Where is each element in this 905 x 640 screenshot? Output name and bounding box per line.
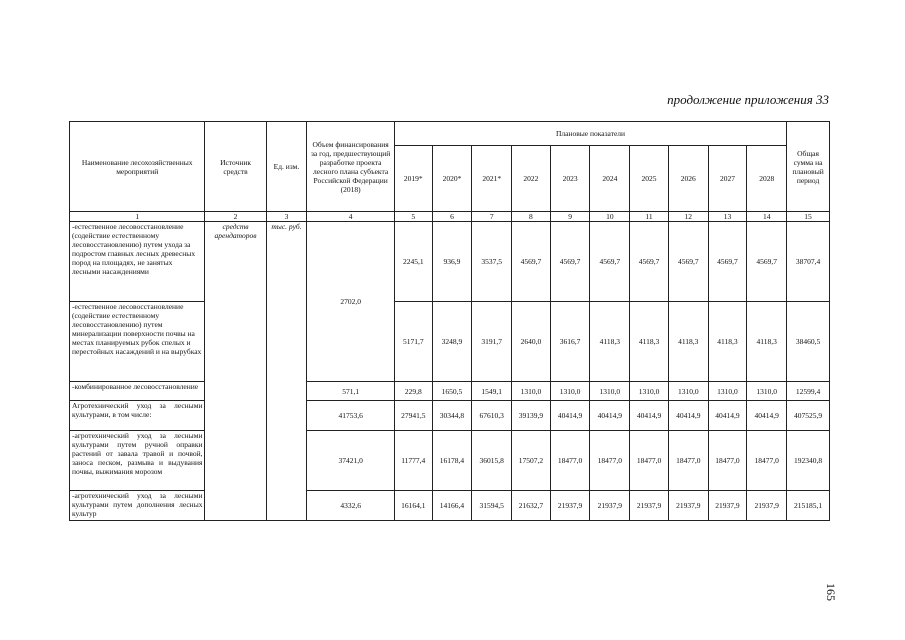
- value-cell: 4118,3: [630, 302, 669, 382]
- value-cell: 4569,7: [630, 222, 669, 302]
- value-cell: 4118,3: [708, 302, 747, 382]
- header-planned: Плановые показатели: [394, 122, 786, 146]
- value-cell: 4569,7: [668, 222, 708, 302]
- column-number: 1: [70, 212, 205, 222]
- value-cell: 11777,4: [394, 431, 432, 491]
- page-number: 165: [824, 583, 838, 601]
- value-cell: 40414,9: [550, 401, 590, 431]
- value-cell: 1310,0: [747, 382, 787, 401]
- volume-cell: 41753,6: [307, 401, 395, 431]
- header-year: 2020*: [432, 146, 472, 212]
- value-cell: 4569,7: [747, 222, 787, 302]
- document-caption: продолжение приложения 33: [667, 92, 829, 107]
- table-row: [70, 431, 830, 491]
- value-cell: 4118,3: [747, 302, 787, 382]
- header-total: Общая сумма на плановый период: [787, 122, 830, 212]
- header-source: Источник средств: [205, 122, 266, 212]
- header-year: 2024: [590, 146, 630, 212]
- value-cell: 18477,0: [708, 431, 747, 491]
- value-cell: 1310,0: [708, 382, 747, 401]
- volume-cell: 571,1: [307, 382, 395, 401]
- value-cell: 31594,5: [472, 491, 512, 521]
- activity-name: Агротехнический уход за лесными культурами, в том числе:: [70, 401, 205, 431]
- header-name: Наименование лесохозяйственных мероприятий: [70, 122, 205, 212]
- value-cell: 4569,7: [550, 222, 590, 302]
- value-cell: 40414,9: [747, 401, 787, 431]
- value-cell: 40414,9: [590, 401, 630, 431]
- volume-cell: 2702,0: [307, 222, 395, 382]
- financing-table: [69, 121, 830, 521]
- header-year: 2027: [708, 146, 747, 212]
- column-number: 3: [266, 212, 307, 222]
- value-cell: 40414,9: [708, 401, 747, 431]
- activity-name: -агротехнический уход за лесными культурами путем дополнения лесных культур: [70, 491, 205, 521]
- column-number: 6: [432, 212, 472, 222]
- activity-name: -естественное лесовосстановление (содействие естественному лесовосстановлению) путем ухода за подростом главных лесных древесных пород на площадях, не занятых лесными насаждениями: [70, 222, 205, 302]
- value-cell: 936,9: [432, 222, 472, 302]
- column-number: 12: [668, 212, 708, 222]
- value-cell: 2245,1: [394, 222, 432, 302]
- value-cell: 18477,0: [590, 431, 630, 491]
- value-cell: 1549,1: [472, 382, 512, 401]
- value-cell: 67610,3: [472, 401, 512, 431]
- value-cell: 1310,0: [668, 382, 708, 401]
- column-number: 4: [307, 212, 395, 222]
- header-year: 2025: [630, 146, 669, 212]
- value-cell: 4569,7: [590, 222, 630, 302]
- table-row: [70, 222, 830, 302]
- header-year: 2023: [550, 146, 590, 212]
- column-number: 14: [747, 212, 787, 222]
- column-number: 9: [550, 212, 590, 222]
- volume-cell: 4332,6: [307, 491, 395, 521]
- value-cell: 21937,9: [668, 491, 708, 521]
- column-number: 8: [512, 212, 551, 222]
- total-cell: 192340,8: [787, 431, 830, 491]
- total-cell: 12599,4: [787, 382, 830, 401]
- unit-cell: тыс. руб.: [266, 222, 307, 521]
- column-number: 13: [708, 212, 747, 222]
- source-cell: средств арендаторов: [205, 222, 266, 521]
- value-cell: 40414,9: [668, 401, 708, 431]
- column-number: 11: [630, 212, 669, 222]
- value-cell: 2640,0: [512, 302, 551, 382]
- value-cell: 21632,7: [512, 491, 551, 521]
- header-year: 2026: [668, 146, 708, 212]
- total-cell: 407525,9: [787, 401, 830, 431]
- header-unit: Ед. изм.: [266, 122, 307, 212]
- column-number: 2: [205, 212, 266, 222]
- total-cell: 215185,1: [787, 491, 830, 521]
- value-cell: 1310,0: [590, 382, 630, 401]
- value-cell: 21937,9: [630, 491, 669, 521]
- value-cell: 4118,3: [590, 302, 630, 382]
- value-cell: 16164,1: [394, 491, 432, 521]
- value-cell: 4569,7: [512, 222, 551, 302]
- header-year: 2022: [512, 146, 551, 212]
- column-number: 7: [472, 212, 512, 222]
- column-number: 10: [590, 212, 630, 222]
- total-cell: 38460,5: [787, 302, 830, 382]
- value-cell: 17507,2: [512, 431, 551, 491]
- total-cell: 38707,4: [787, 222, 830, 302]
- value-cell: 1310,0: [630, 382, 669, 401]
- value-cell: 18477,0: [630, 431, 669, 491]
- value-cell: 21937,9: [550, 491, 590, 521]
- value-cell: 39139,9: [512, 401, 551, 431]
- value-cell: 3616,7: [550, 302, 590, 382]
- value-cell: 5171,7: [394, 302, 432, 382]
- header-year: 2019*: [394, 146, 432, 212]
- value-cell: 3537,5: [472, 222, 512, 302]
- header-year: 2021*: [472, 146, 512, 212]
- value-cell: 4118,3: [668, 302, 708, 382]
- header-volume: Объем финансирования за год, предшествующий разработке проекта лесного плана субъекта Российской Федерации (2018): [307, 122, 395, 212]
- value-cell: 21937,9: [590, 491, 630, 521]
- value-cell: 1310,0: [512, 382, 551, 401]
- value-cell: 18477,0: [668, 431, 708, 491]
- activity-name: -агротехнический уход за лесными культурами путем ручной оправки растений от завала травой и почвой, заноса песком, размыва и выдувания почвы, выжимания морозом: [70, 431, 205, 491]
- value-cell: 4569,7: [708, 222, 747, 302]
- activity-name: -комбинированное лесовосстановление: [70, 382, 205, 401]
- value-cell: 21937,9: [747, 491, 787, 521]
- value-cell: 18477,0: [747, 431, 787, 491]
- activity-name: -естественное лесовосстановление (содействие естественному лесовосстановлению) путем минерализации поверхности почвы на местах планируемых рубок спелых и перестойных насаждений и на вырубках: [70, 302, 205, 382]
- value-cell: 27941,5: [394, 401, 432, 431]
- table-row: [70, 382, 830, 401]
- value-cell: 1310,0: [550, 382, 590, 401]
- column-number: 15: [787, 212, 830, 222]
- value-cell: 18477,0: [550, 431, 590, 491]
- value-cell: 14166,4: [432, 491, 472, 521]
- table-row: [70, 302, 830, 382]
- value-cell: 30344,8: [432, 401, 472, 431]
- value-cell: 16178,4: [432, 431, 472, 491]
- volume-cell: 37421,0: [307, 431, 395, 491]
- value-cell: 3248,9: [432, 302, 472, 382]
- table-row: [70, 401, 830, 431]
- value-cell: 229,8: [394, 382, 432, 401]
- value-cell: 40414,9: [630, 401, 669, 431]
- header-year: 2028: [747, 146, 787, 212]
- table-row: [70, 491, 830, 521]
- column-number: 5: [394, 212, 432, 222]
- value-cell: 36015,8: [472, 431, 512, 491]
- value-cell: 3191,7: [472, 302, 512, 382]
- value-cell: 21937,9: [708, 491, 747, 521]
- value-cell: 1650,5: [432, 382, 472, 401]
